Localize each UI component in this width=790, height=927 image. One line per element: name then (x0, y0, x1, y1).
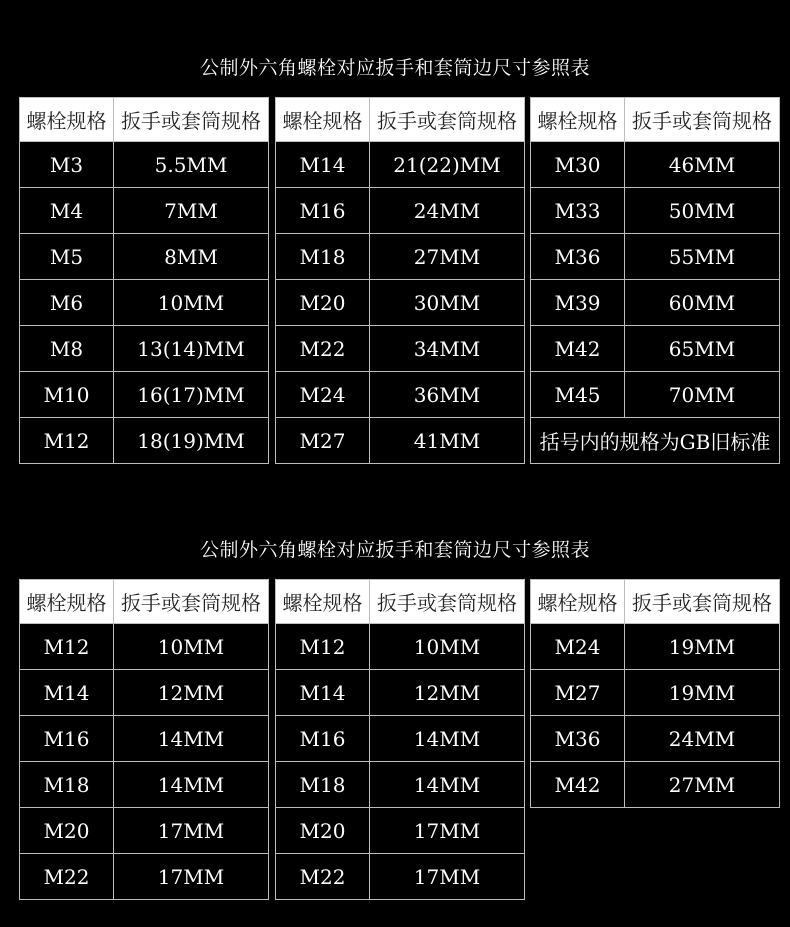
table-row (531, 142, 780, 188)
bolt-cell: M24 (276, 372, 370, 418)
bolt-cell: M18 (20, 762, 114, 808)
wrench-cell: 41MM (370, 418, 525, 464)
table-row (20, 418, 269, 464)
wrench-cell: 19MM (625, 624, 780, 670)
table-row (20, 624, 269, 670)
bolt-cell: M33 (531, 188, 625, 234)
header-wrench-spec: 扳手或套筒规格 (114, 580, 269, 624)
size-table-2a (19, 579, 269, 900)
bolt-cell: M24 (531, 624, 625, 670)
table-row (531, 326, 780, 372)
wrench-cell: 16(17)MM (114, 372, 269, 418)
table-row (276, 188, 525, 234)
table-row (276, 372, 525, 418)
header-wrench-spec: 扳手或套筒规格 (370, 580, 525, 624)
wrench-cell: 24MM (625, 716, 780, 762)
table-row-note (531, 418, 780, 464)
table-row (531, 670, 780, 716)
table-row (531, 624, 780, 670)
bolt-cell: M14 (276, 142, 370, 188)
wrench-cell: 17MM (114, 854, 269, 900)
table-row (276, 624, 525, 670)
wrench-cell: 60MM (625, 280, 780, 326)
bolt-cell: M30 (531, 142, 625, 188)
wrench-cell: 14MM (114, 716, 269, 762)
wrench-cell: 70MM (625, 372, 780, 418)
gb-old-standard-note: 括号内的规格为GB旧标准 (531, 418, 780, 464)
wrench-cell: 36MM (370, 372, 525, 418)
table-row (20, 808, 269, 854)
bolt-cell: M5 (20, 234, 114, 280)
table-row (531, 372, 780, 418)
bolt-cell: M42 (531, 762, 625, 808)
wrench-cell: 55MM (625, 234, 780, 280)
table-row (531, 234, 780, 280)
wrench-cell: 27MM (625, 762, 780, 808)
bolt-cell: M27 (531, 670, 625, 716)
header-bolt-spec: 螺栓规格 (20, 580, 114, 624)
bolt-cell: M12 (20, 418, 114, 464)
header-wrench-spec: 扳手或套筒规格 (625, 98, 780, 142)
wrench-cell: 14MM (370, 762, 525, 808)
bolt-cell: M18 (276, 234, 370, 280)
table-row (20, 762, 269, 808)
bolt-cell: M18 (276, 762, 370, 808)
wrench-cell: 7MM (114, 188, 269, 234)
wrench-cell: 17MM (114, 808, 269, 854)
wrench-cell: 5.5MM (114, 142, 269, 188)
wrench-cell: 65MM (625, 326, 780, 372)
wrench-cell: 10MM (114, 624, 269, 670)
wrench-cell: 19MM (625, 670, 780, 716)
table-row (20, 280, 269, 326)
bolt-cell: M10 (20, 372, 114, 418)
wrench-cell: 14MM (114, 762, 269, 808)
wrench-cell: 12MM (114, 670, 269, 716)
table-row (531, 280, 780, 326)
bolt-cell: M20 (276, 808, 370, 854)
size-table-1c (530, 97, 780, 464)
bolt-cell: M45 (531, 372, 625, 418)
wrench-cell: 8MM (114, 234, 269, 280)
wrench-cell: 10MM (114, 280, 269, 326)
bolt-cell: M6 (20, 280, 114, 326)
header-bolt-spec: 螺栓规格 (276, 98, 370, 142)
table-row (276, 234, 525, 280)
bolt-cell: M16 (276, 188, 370, 234)
bolt-cell: M36 (531, 234, 625, 280)
bolt-cell: M8 (20, 326, 114, 372)
header-bolt-spec: 螺栓规格 (20, 98, 114, 142)
header-wrench-spec: 扳手或套筒规格 (114, 98, 269, 142)
wrench-cell: 30MM (370, 280, 525, 326)
bolt-cell: M12 (276, 624, 370, 670)
table-row (20, 142, 269, 188)
table-row (531, 762, 780, 808)
table-row (20, 372, 269, 418)
bolt-cell: M22 (20, 854, 114, 900)
bolt-cell: M12 (20, 624, 114, 670)
table-row (20, 716, 269, 762)
wrench-cell: 13(14)MM (114, 326, 269, 372)
table-row (276, 142, 525, 188)
table-title-2: 公制外六角螺栓对应扳手和套筒边尺寸参照表 (199, 539, 590, 561)
header-wrench-spec: 扳手或套筒规格 (370, 98, 525, 142)
wrench-cell: 21(22)MM (370, 142, 525, 188)
wrench-cell: 34MM (370, 326, 525, 372)
bolt-cell: M39 (531, 280, 625, 326)
bolt-cell: M27 (276, 418, 370, 464)
table-row (276, 326, 525, 372)
size-table-1b (275, 97, 525, 464)
size-table-2b (275, 579, 525, 900)
table-row (276, 280, 525, 326)
table-row (276, 762, 525, 808)
table-row (531, 716, 780, 762)
bolt-cell: M16 (20, 716, 114, 762)
header-bolt-spec: 螺栓规格 (531, 98, 625, 142)
bolt-cell: M20 (20, 808, 114, 854)
wrench-cell: 17MM (370, 854, 525, 900)
bolt-cell: M4 (20, 188, 114, 234)
wrench-cell: 10MM (370, 624, 525, 670)
wrench-cell: 12MM (370, 670, 525, 716)
bolt-cell: M22 (276, 326, 370, 372)
wrench-cell: 14MM (370, 716, 525, 762)
wrench-cell: 27MM (370, 234, 525, 280)
header-bolt-spec: 螺栓规格 (531, 580, 625, 624)
bolt-cell: M42 (531, 326, 625, 372)
bolt-cell: M22 (276, 854, 370, 900)
table-title-1: 公制外六角螺栓对应扳手和套筒边尺寸参照表 (199, 57, 590, 79)
bolt-cell: M36 (531, 716, 625, 762)
table-row (276, 418, 525, 464)
wrench-cell: 50MM (625, 188, 780, 234)
wrench-cell: 24MM (370, 188, 525, 234)
wrench-cell: 46MM (625, 142, 780, 188)
bolt-cell: M20 (276, 280, 370, 326)
size-table-2c (530, 579, 780, 808)
bolt-cell: M14 (276, 670, 370, 716)
table-row (276, 716, 525, 762)
table-row (276, 854, 525, 900)
table-row (531, 188, 780, 234)
table-row (276, 670, 525, 716)
bolt-cell: M14 (20, 670, 114, 716)
table-row (20, 234, 269, 280)
header-wrench-spec: 扳手或套筒规格 (625, 580, 780, 624)
table-row (20, 854, 269, 900)
size-table-1a (19, 97, 269, 464)
wrench-cell: 17MM (370, 808, 525, 854)
bolt-cell: M16 (276, 716, 370, 762)
table-row (20, 670, 269, 716)
header-bolt-spec: 螺栓规格 (276, 580, 370, 624)
bolt-cell: M3 (20, 142, 114, 188)
table-row (20, 326, 269, 372)
table-row (20, 188, 269, 234)
table-row (276, 808, 525, 854)
wrench-cell: 18(19)MM (114, 418, 269, 464)
